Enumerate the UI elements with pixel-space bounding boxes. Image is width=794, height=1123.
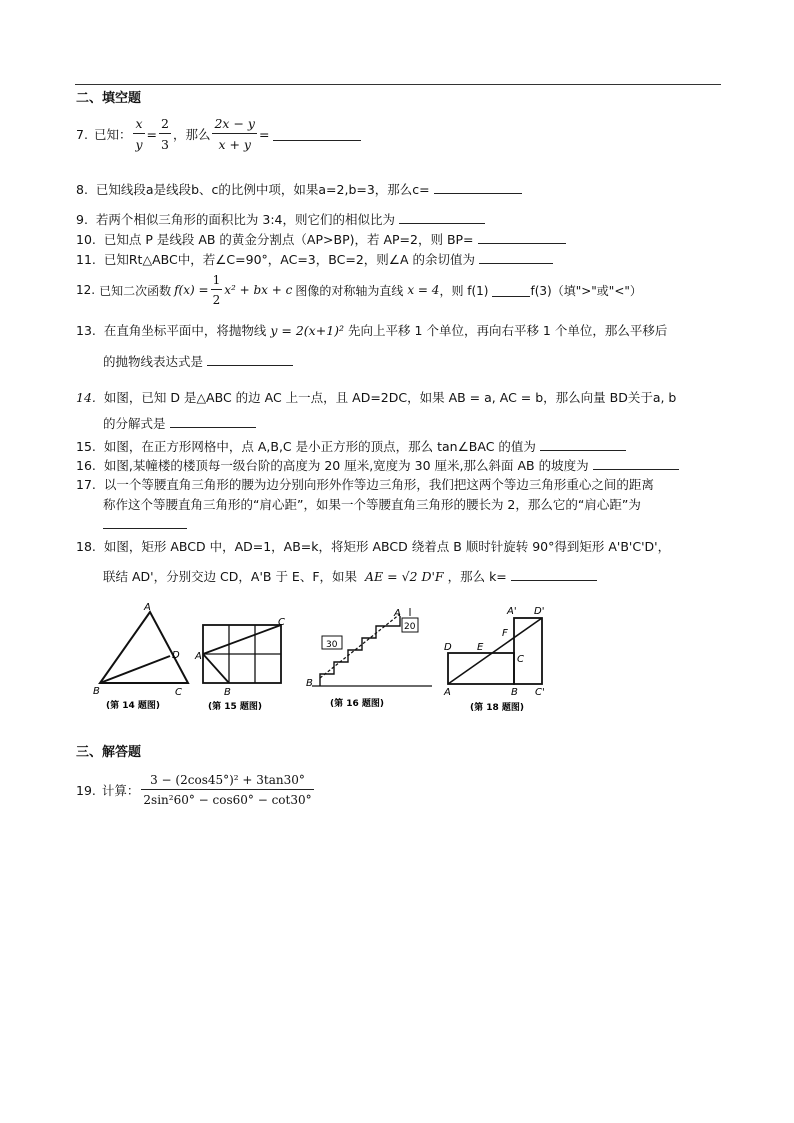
label-a: A: [444, 687, 451, 698]
answer-blank[interactable]: [540, 438, 626, 451]
question-18: [76, 537, 670, 555]
question-number: 13.: [76, 323, 96, 338]
top-rule: [75, 84, 721, 85]
answer-blank[interactable]: [273, 128, 361, 141]
question-text: 如图，矩形 ABCD 中，AD=1，AB=k，将矩形 ABCD 绕着点 B 顺时针旋转 90°得到矩形 A'B'C'D'，: [103, 539, 671, 554]
question-8: [76, 180, 522, 198]
question-10: [76, 230, 566, 248]
label-a: A: [195, 651, 202, 662]
question-prefix: 已知：: [93, 127, 132, 142]
answer-blank[interactable]: [492, 284, 530, 297]
figure-caption: (第 18 题图): [470, 703, 525, 713]
label-c-prime: C': [535, 687, 545, 698]
label-b: B: [93, 686, 100, 697]
label-b: B: [224, 687, 231, 698]
answer-blank[interactable]: [399, 211, 485, 224]
condition-formula: AE = √2 D'F: [365, 569, 444, 584]
question-text: 先向上平移 1 个单位，再向右平移 1 个单位，那么平移后: [348, 323, 668, 338]
figure-16: [300, 606, 438, 714]
denominator: x + y: [218, 137, 251, 152]
question-number: 15.: [76, 439, 96, 454]
numerator: 3 − (2cos45°)² + 3tan30°: [141, 773, 313, 790]
question-text: 已知点 P 是线段 AB 的黄金分割点（AP>BP)，若 AP=2，则 BP=: [103, 232, 474, 247]
equals-sign: =: [146, 126, 157, 142]
question-text: f(3)（填">"或"<"）: [530, 283, 642, 298]
fraction-x-over-y: [133, 116, 144, 152]
connector-text: ，那么: [172, 127, 211, 142]
denominator: 2sin²60° − cos60° − cot30°: [143, 793, 312, 807]
fraction-expression: [212, 116, 257, 152]
question-text: 称作这个等腰直角三角形的“肩心距”，如果一个等腰直角三角形的腰长为 2，那么它的“肩心距”为: [103, 497, 641, 512]
label-f: F: [502, 628, 508, 639]
question-number: 17.: [76, 477, 96, 492]
question-17-line3: [103, 516, 187, 532]
question-11: [76, 250, 553, 268]
question-19: [76, 766, 316, 814]
question-text: 已知Rt△ABC中，若∠C=90°，AC=3，BC=2，则∠A 的余切值为: [103, 252, 475, 267]
denominator: 2: [212, 293, 221, 307]
fraction-one-half: [211, 273, 223, 307]
label-c: C: [175, 687, 182, 698]
question-12: [76, 270, 642, 310]
question-14: [76, 388, 676, 406]
question-number: 12.: [76, 283, 96, 297]
label-c: C: [278, 617, 285, 628]
question-number: 10.: [76, 232, 96, 247]
question-number: 14.: [76, 390, 96, 405]
question-text: ，那么 k=: [447, 569, 507, 584]
question-number: 9.: [76, 212, 88, 227]
numerator: x: [133, 116, 144, 134]
parabola-formula: y = 2(x+1)²: [270, 323, 345, 338]
section-title: 二、填空题: [76, 91, 142, 106]
question-number: 16.: [76, 458, 96, 473]
label-b: B: [306, 678, 313, 689]
question-text: 已知线段a是线段b、c的比例中项，如果a=2,b=3，那么c=: [95, 182, 430, 197]
label-a-prime: A': [507, 606, 517, 617]
question-17: [76, 475, 654, 493]
question-text: 如图，在正方形网格中，点 A,B,C 是小正方形的顶点，那么 tan∠BAC 的值为: [103, 439, 536, 454]
answer-blank[interactable]: [103, 516, 187, 529]
axis-equation: x = 4: [407, 283, 440, 297]
answer-blank[interactable]: [207, 353, 293, 366]
answer-blank[interactable]: [479, 251, 553, 264]
answer-blank[interactable]: [511, 568, 597, 581]
figure-caption: (第 14 题图): [106, 701, 161, 711]
question-text: 联结 AD'，分别交边 CD，A'B 于 E、F，如果: [103, 569, 358, 584]
question-text: 图像的对称轴为直线: [295, 283, 404, 298]
function-label: f(x) =: [174, 283, 209, 297]
question-text: 以一个等腰直角三角形的腰为边分别向形外作等边三角形，我们把这两个等边三角形重心之间的距离: [103, 477, 654, 492]
question-number: 11.: [76, 252, 96, 267]
question-17-line2: [103, 495, 641, 513]
question-18-line2: [103, 567, 597, 585]
numerator: 1: [211, 273, 223, 290]
label-a: A: [144, 602, 151, 613]
numerator: 2: [159, 116, 171, 134]
question-13: [76, 321, 667, 339]
question-text: 如图，已知 D 是△ABC 的边 AC 上一点，且 AD=2DC，如果 AB = a, AC = b，那么向量 BD关于a, b: [103, 390, 677, 405]
denominator: y: [135, 137, 143, 152]
question-number: 7.: [76, 126, 88, 142]
question-7: [76, 108, 361, 160]
answer-blank[interactable]: [434, 181, 522, 194]
question-text: 已知二次函数: [99, 283, 172, 298]
figure-15: [194, 615, 294, 713]
height-label: 20: [404, 622, 416, 632]
question-text: 如图,某幢楼的楼顶每一级台阶的高度为 20 厘米,宽度为 30 厘米,那么斜面 AB 的坡度为: [103, 458, 589, 473]
question-text: ，则 f(1): [439, 283, 489, 298]
question-text: 若两个相似三角形的面积比为 3:4，则它们的相似比为: [95, 212, 396, 227]
question-9: [76, 210, 485, 228]
denominator: 3: [161, 137, 169, 152]
figure-14: [90, 600, 200, 712]
answer-blank[interactable]: [170, 415, 256, 428]
width-label: 30: [326, 640, 338, 650]
answer-blank[interactable]: [478, 231, 566, 244]
question-text: 的抛物线表达式是: [103, 354, 204, 369]
label-a: A: [394, 608, 401, 619]
figure-caption: (第 15 题图): [208, 702, 263, 712]
question-prefix: 计算：: [101, 783, 140, 798]
question-16: [76, 456, 679, 474]
question-14-line2: [103, 414, 256, 432]
calculation-fraction: [141, 773, 313, 807]
figure-caption: (第 16 题图): [330, 699, 385, 709]
fraction-two-thirds: [159, 116, 171, 152]
question-number: 8.: [76, 182, 88, 197]
question-15: [76, 437, 626, 455]
label-e: E: [477, 642, 484, 653]
question-number: 18.: [76, 539, 96, 554]
label-d: D: [172, 650, 180, 661]
question-13-line2: [103, 352, 293, 370]
label-d: D: [444, 642, 452, 653]
equals-sign: =: [258, 126, 270, 142]
answer-blank[interactable]: [593, 457, 679, 470]
question-text: 的分解式是: [103, 416, 166, 431]
question-text: 在直角坐标平面中，将抛物线: [103, 323, 267, 338]
label-d-prime: D': [534, 606, 545, 617]
numerator: 2x − y: [212, 116, 257, 134]
label-c: C: [517, 654, 524, 665]
quadratic-expression: x² + bx + c: [224, 283, 293, 297]
section-title: 三、解答题: [76, 745, 142, 760]
label-b: B: [511, 687, 518, 698]
figure-18: [440, 600, 555, 714]
question-number: 19.: [76, 782, 96, 798]
